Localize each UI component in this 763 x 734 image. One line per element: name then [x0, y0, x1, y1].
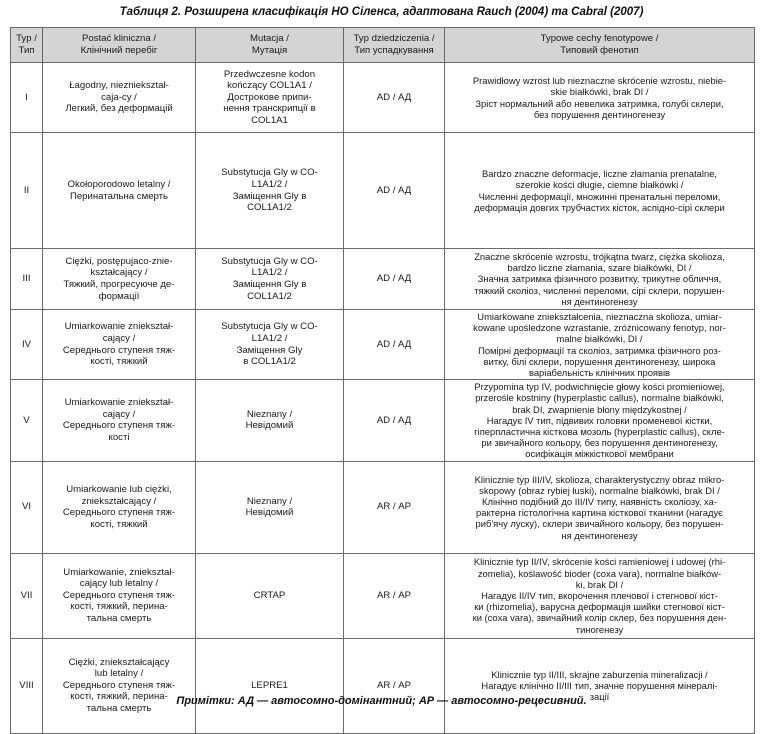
- cell-phenotype-line: bardzo liczne złamania, szare białkówki, DI /: [507, 262, 692, 274]
- cell-mutation-line: Заміщення Gly в: [232, 279, 307, 290]
- cell-mutation: [196, 249, 344, 310]
- cell-clinical-form-line: кості, тяжкий, перина-: [70, 601, 168, 613]
- cell-inheritance: AR / АР: [344, 638, 445, 733]
- table-row: [11, 310, 755, 380]
- cell-clinical-form-line: Середнього ступеня тяж-: [62, 507, 176, 519]
- cell-clinical-form-line: кості, тяжкий: [90, 356, 148, 368]
- cell-mutation-line: Substytucja Gly w CO-: [221, 255, 318, 267]
- header-inheritance: Typ dziedziczenia / Тип успадкування: [344, 28, 445, 63]
- cell-mutation-line: L1A1/2 /: [251, 267, 288, 279]
- table-caption: Таблиця 2. Розширена класифікація НО Сіленса, адаптована Rauch (2004) та Cabral (2007): [119, 6, 644, 18]
- table-row: [11, 133, 755, 249]
- cell-phenotype-line: Клінічно подібний до III/IV типу, наявність сколіозу, ха-: [482, 495, 717, 507]
- cell-inheritance: AD / АД: [344, 310, 445, 380]
- cell-phenotype-line: Przypomina typ IV, podwichnięcie głowy kości promieniowej,: [474, 381, 725, 393]
- cell-clinical-form: [43, 461, 196, 553]
- cell-mutation-line: Невідомий: [245, 420, 294, 432]
- cell-clinical-form-line: Ciężki, zniekształcający: [68, 656, 170, 668]
- cell-mutation-line: Заміщення Gly: [236, 344, 303, 356]
- cell-phenotype-line: Нагадує клінічно II/III тип, значне порушення мінералі-: [481, 680, 718, 692]
- cell-mutation: [196, 310, 344, 380]
- cell-mutation: [196, 133, 344, 249]
- cell-phenotype-line: Umiarkowane zniekształcenia, nieznaczna skolioza, umiar-: [477, 311, 722, 322]
- cell-phenotype-line: Нагадує IV тип, підвивих головки променевої кістки,: [486, 414, 713, 426]
- cell-clinical-form-line: Okołoporodowo letalny /: [67, 178, 171, 190]
- table-body: [11, 63, 755, 734]
- cell-clinical-form-line: формації: [98, 290, 140, 302]
- table-row: [11, 553, 755, 638]
- cell-mutation-line: Przedwczesne kodon: [223, 68, 316, 80]
- cell-phenotype: [445, 380, 755, 461]
- cell-phenotype-line: Численні деформації, множинні пренатальні переломи,: [478, 190, 721, 202]
- header-clinical-form: Postać kliniczna / Клінічний перебіг: [43, 28, 196, 63]
- cell-mutation-line: Заміщення Gly в: [232, 190, 307, 202]
- cell-mutation-line: нення транскрипції в: [223, 103, 316, 115]
- cell-mutation-line: Nieznany /: [246, 408, 293, 420]
- cell-phenotype-line: Нагадує II/IV тип, вкорочення плечової і стегнової кіст-: [481, 590, 718, 602]
- cell-phenotype-line: зації: [589, 691, 610, 703]
- cell-mutation-line: L1A1/2 /: [251, 178, 288, 190]
- cell-clinical-form: [43, 249, 196, 310]
- table-row: [11, 638, 755, 733]
- cell-mutation-line: Substytucja Gly w CO-: [221, 167, 318, 179]
- cell-mutation-line: COL1A1: [251, 114, 288, 126]
- cell-clinical-form-line: кості, тяжкий: [90, 518, 148, 530]
- cell-mutation: [196, 461, 344, 553]
- cell-clinical-form-line: Umiarkowanie zniekształ-: [64, 321, 174, 333]
- cell-clinical-form-line: Середнього ступеня тяж-: [62, 420, 176, 432]
- cell-mutation-line: L1A1/2 /: [251, 333, 288, 345]
- cell-phenotype-line: kowane upośledzone wzrastanie, zróżnicowany fenotyp, nor-: [473, 322, 726, 334]
- cell-mutation-line: в COL1A1/2: [243, 356, 296, 368]
- cell-type: II: [11, 133, 43, 249]
- cell-type: VII: [11, 553, 43, 638]
- cell-clinical-form-line: Ciężki, postępujaco-znie-: [65, 255, 173, 267]
- cell-clinical-form-line: кості, тяжкий, перина-: [70, 691, 168, 703]
- cell-mutation: [196, 380, 344, 461]
- cell-clinical-form-line: Середнього ступеня тяж-: [62, 679, 176, 691]
- cell-clinical-form-line: кості: [108, 432, 130, 444]
- cell-phenotype-line: Klinicznie typ II/III, skrajne zaburzenia mineralizacji /: [491, 668, 708, 680]
- header-type: Typ / Тип: [11, 28, 43, 63]
- cell-phenotype: [445, 133, 755, 249]
- cell-clinical-form-line: Середнього ступеня тяж-: [62, 344, 176, 356]
- cell-clinical-form: [43, 63, 196, 133]
- cell-clinical-form-line: Umiarkowanie zniekształ-: [64, 397, 174, 409]
- cell-type: VIII: [11, 638, 43, 733]
- cell-mutation: [196, 63, 344, 133]
- cell-clinical-form-line: Тяжкий, прогресуюче де-: [63, 279, 175, 290]
- cell-clinical-form-line: Umiarkowanie lub ciężki,: [66, 483, 172, 495]
- table-row: [11, 249, 755, 310]
- cell-phenotype-line: ри звичайного кольору, без порушення дентиногенезу,: [481, 437, 718, 449]
- cell-mutation-line: Невідомий: [245, 507, 294, 519]
- cell-phenotype-line: Bardzo znaczne deformacje, liczne złamania prenatalne,: [481, 168, 718, 180]
- cell-phenotype-line: витку, білі склери, порушення дентиногенезу, широка: [483, 355, 716, 367]
- cell-mutation-line: LEPRE1: [251, 679, 288, 691]
- cell-phenotype-line: осифікація міжкісткової мембрани: [525, 448, 674, 460]
- cell-phenotype-line: zomelia), koślawość bioder (coxa vara), normalne białków-: [477, 567, 722, 579]
- cell-phenotype-line: Klinicznie typ II/IV, skrócenie kości ramieniowej i udowej (rhi-: [473, 556, 726, 568]
- cell-phenotype-line: malne białkówki, DI /: [556, 333, 643, 345]
- cell-phenotype-line: ки (coxa vara), звичайний колір склер, без порушення ден-: [472, 612, 727, 624]
- cell-clinical-form: [43, 638, 196, 733]
- cell-phenotype-line: szerokie kości długie, ciemne białkówki /: [515, 179, 684, 191]
- cell-clinical-form-line: тальна смерть: [86, 703, 152, 715]
- table-row: [11, 380, 755, 461]
- cell-inheritance: AD / АД: [344, 133, 445, 249]
- cell-clinical-form: [43, 310, 196, 380]
- table-row: [11, 63, 755, 133]
- cell-mutation-line: Достроковe припи-: [227, 91, 312, 103]
- cell-phenotype-line: варіабельність клінічних проявів: [528, 367, 671, 379]
- cell-clinical-form-line: Легкий, без деформацій: [65, 103, 173, 115]
- classification-table: [10, 27, 755, 734]
- cell-phenotype-line: ki, brak DI /: [575, 578, 624, 590]
- cell-type: I: [11, 63, 43, 133]
- cell-phenotype-line: гіперпластична кісткова мозоль (hyperplastic callus), скле-: [474, 426, 725, 438]
- cell-mutation-line: Nieznany /: [246, 495, 293, 507]
- cell-phenotype-line: przerośle kostniny (hyperplastic callus), normalne białkówki,: [475, 392, 724, 404]
- cell-phenotype-line: Зріст нормальний або невелика затримка, голубі склери,: [475, 97, 724, 109]
- cell-mutation: [196, 638, 344, 733]
- table-row: [11, 461, 755, 553]
- cell-inheritance: AR / АР: [344, 461, 445, 553]
- cell-phenotype-line: тяжкий сколіоз, численні переломи, сірі склери, порушен-: [474, 284, 725, 296]
- cell-clinical-form-line: cający /: [102, 333, 136, 345]
- table-footnote: Примітки: АД — автосомно-домінантний; АР — автосомно-рецесивний.: [176, 695, 587, 707]
- cell-inheritance: AR / АР: [344, 553, 445, 638]
- cell-phenotype-line: без порушення дентиногенезу: [533, 108, 666, 120]
- cell-clinical-form-line: cający lub letalny /: [79, 578, 159, 590]
- cell-mutation-line: COL1A1/2: [247, 290, 292, 302]
- cell-type: III: [11, 249, 43, 310]
- cell-clinical-form-line: cający /: [102, 408, 136, 420]
- cell-phenotype-line: ня дентиногенезу: [561, 529, 638, 541]
- cell-phenotype-line: skopowy (obraz rybiej łuski), normalne białkówki, brak DI /: [479, 484, 720, 496]
- cell-phenotype-line: Помірні деформації та сколіоз, затримка фізичного роз-: [478, 344, 721, 356]
- cell-inheritance: AD / АД: [344, 380, 445, 461]
- cell-clinical-form: [43, 380, 196, 461]
- cell-phenotype: [445, 310, 755, 380]
- cell-clinical-form-line: Перинатальна смерть: [69, 190, 169, 202]
- cell-type: VI: [11, 461, 43, 553]
- cell-phenotype-line: Значна затримка фізичного розвитку, трикутне обличчя,: [477, 273, 722, 285]
- cell-clinical-form-line: Łagodny, niezniekształ-: [69, 80, 169, 92]
- cell-phenotype-line: ки (rhizomelia), варусна деформація шийки стегнової кіст-: [474, 601, 725, 613]
- cell-type: V: [11, 380, 43, 461]
- header-mutation: Mutacja / Мутація: [196, 28, 344, 63]
- cell-phenotype: [445, 461, 755, 553]
- cell-phenotype: [445, 63, 755, 133]
- cell-phenotype-line: тиногенезу: [575, 623, 624, 635]
- cell-inheritance: AD / АД: [344, 249, 445, 310]
- header-phenotype: Typowe cechy fenotypowe / Типовий фенотип: [445, 28, 755, 63]
- cell-mutation-line: CRTAP: [253, 589, 286, 601]
- cell-clinical-form-line: kształcający /: [90, 267, 148, 279]
- cell-clinical-form-line: Середнього ступеня тяж-: [62, 589, 176, 601]
- cell-phenotype-line: Znaczne skrócenie wzrostu, trójkątna twarz, ciężka skolioza,: [474, 250, 725, 262]
- cell-phenotype-line: деформація довгих трубчастих кісток, аспідно-сірі склери: [474, 201, 725, 213]
- cell-phenotype-line: Prawidłowy wzrost lub nieznaczne skrócenie wzrostu, niebie-: [472, 75, 727, 87]
- cell-clinical-form: [43, 133, 196, 249]
- cell-inheritance: AD / АД: [344, 63, 445, 133]
- cell-type: IV: [11, 310, 43, 380]
- cell-phenotype: [445, 553, 755, 638]
- cell-clinical-form-line: caja-cy /: [101, 91, 137, 103]
- cell-mutation-line: COL1A1/2: [247, 202, 292, 214]
- cell-phenotype-line: риб'ячу луску), склери звичайного кольору, без порушен-: [475, 518, 724, 530]
- header-row: [11, 28, 755, 63]
- cell-mutation-line: kończący COL1A1 /: [227, 80, 312, 92]
- cell-phenotype: [445, 638, 755, 733]
- cell-phenotype: [445, 249, 755, 310]
- cell-clinical-form-line: lub letalny /: [94, 668, 144, 680]
- cell-mutation: [196, 553, 344, 638]
- cell-clinical-form-line: тальна смерть: [86, 613, 152, 625]
- cell-mutation-line: Substytucja Gly w CO-: [221, 321, 318, 333]
- cell-phenotype-line: skie białkówki, brak DI /: [550, 86, 649, 98]
- cell-phenotype-line: brak DI, zwapnienie błony międzykostnej /: [512, 403, 687, 415]
- cell-clinical-form-line: Umiarkowanie, zniekształ-: [63, 566, 175, 578]
- cell-phenotype-line: Klinicznie typ III/IV, skolioza, charakterystyczny obraz mikro-: [474, 473, 725, 485]
- cell-phenotype-line: рактерна гістологічна картина кісткової тканини (нагадує: [476, 507, 723, 519]
- cell-phenotype-line: ня дентиногенезу: [561, 295, 638, 307]
- cell-clinical-form: [43, 553, 196, 638]
- cell-clinical-form-line: zniekształcający /: [81, 495, 157, 507]
